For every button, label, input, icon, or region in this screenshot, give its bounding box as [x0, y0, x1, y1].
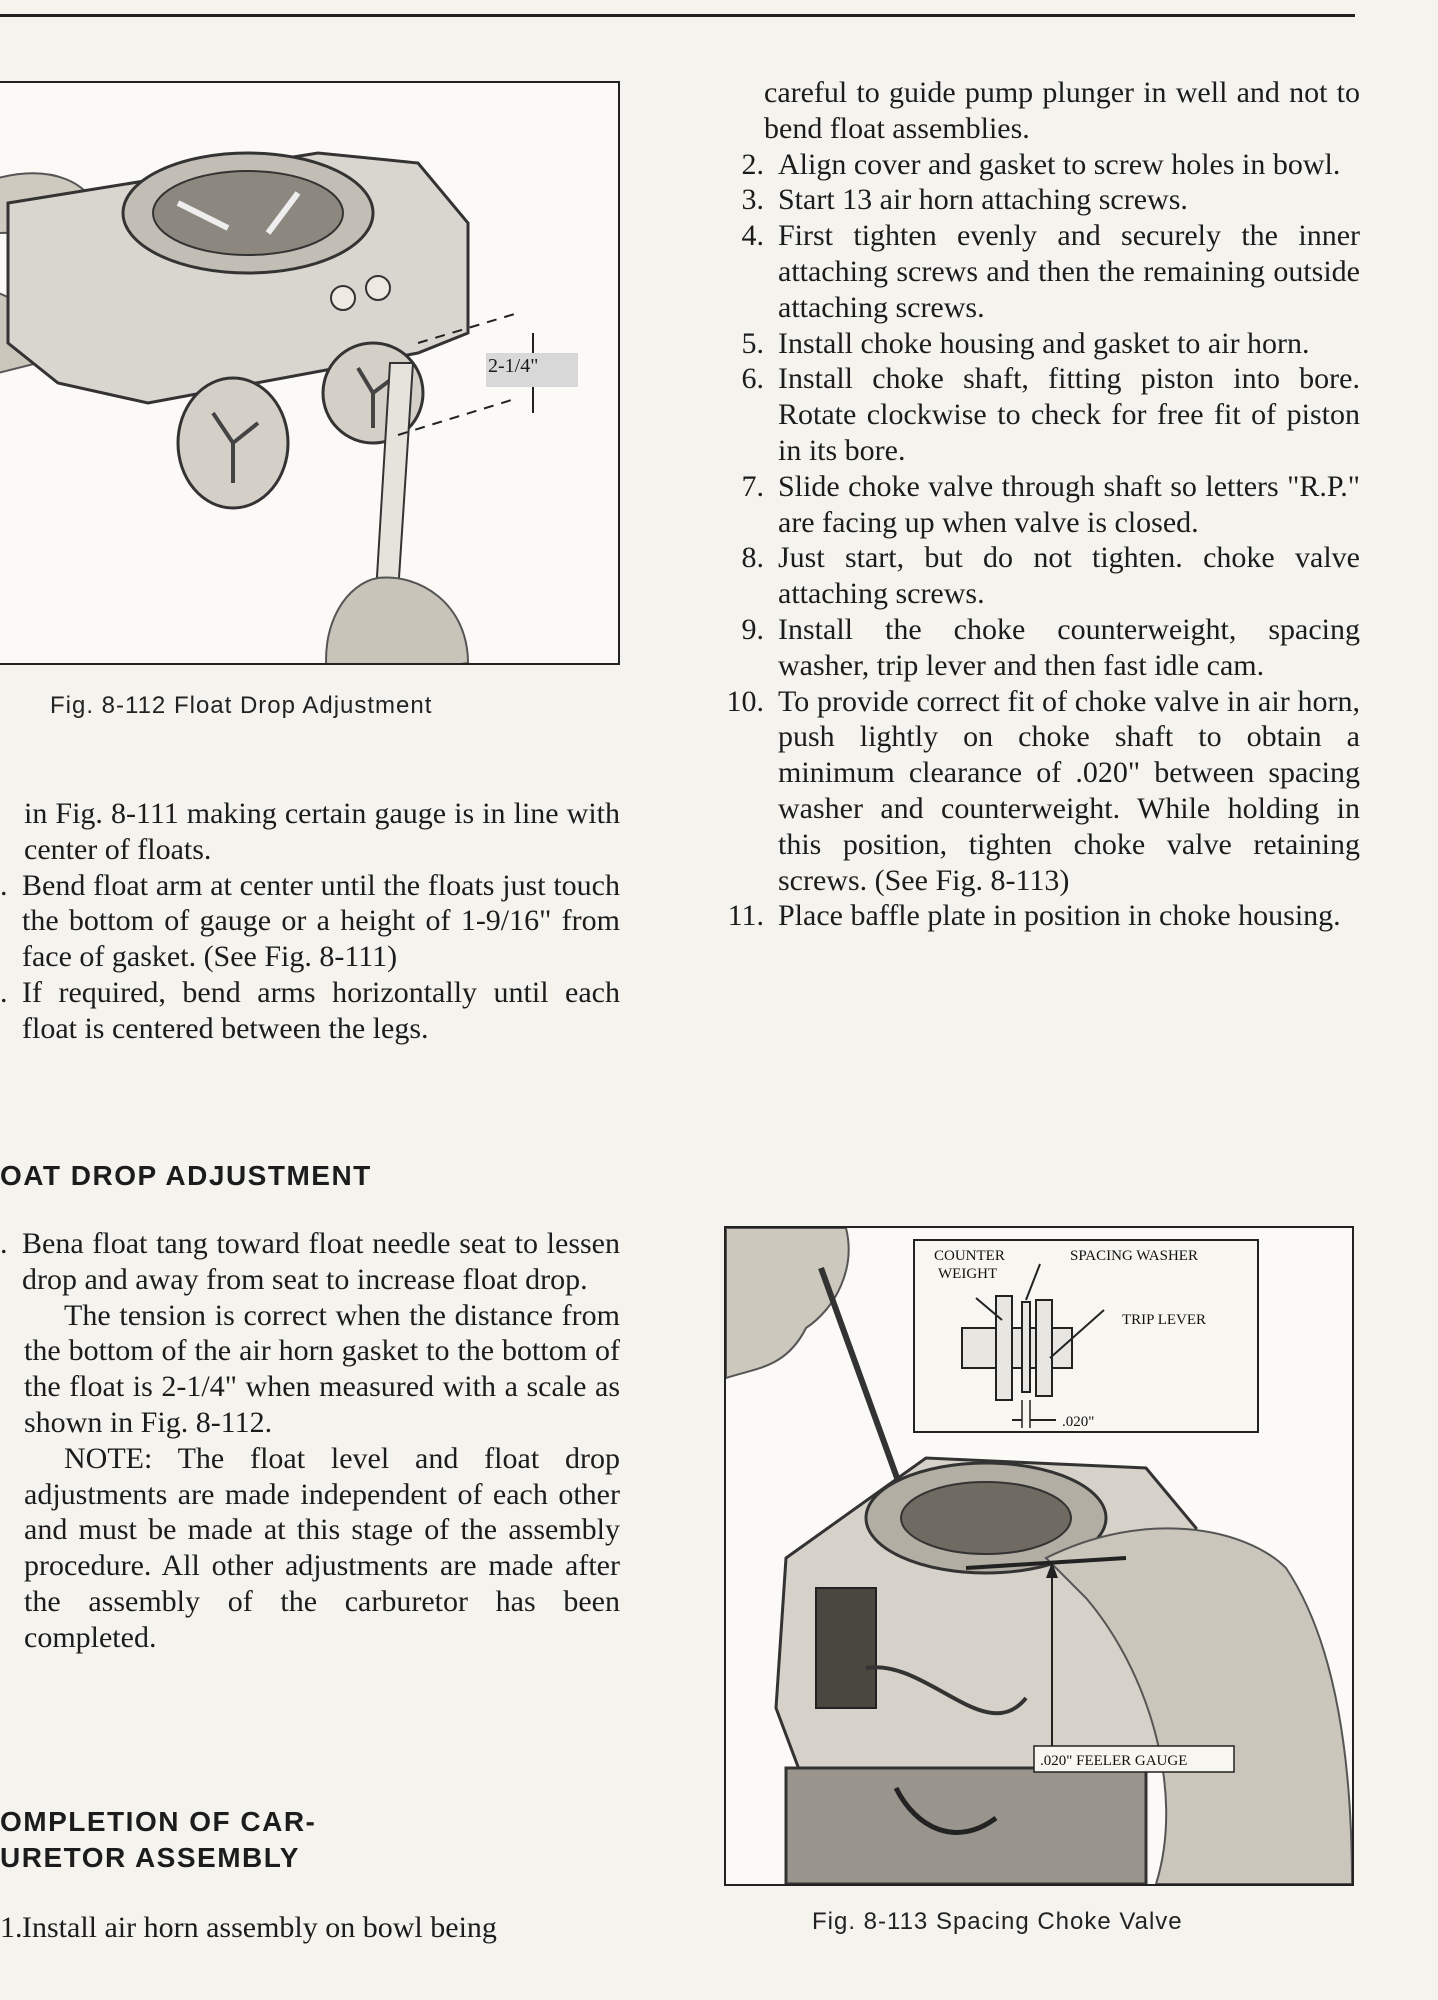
left-column-middle	[0, 1226, 620, 1656]
assembly-step	[700, 182, 1360, 218]
step-text: Slide choke valve through shaft so letters "R.P." are facing up when valve is closed.	[778, 469, 1360, 539]
heading-line-2: URETOR ASSEMBLY	[0, 1842, 300, 1873]
note-paragraph: NOTE: The float level and float drop adjustments are made independent of each other and must be made at this stage of the assembly procedure. All other adjustments are made after the assembly of the carburetor has been completed.	[24, 1441, 620, 1654]
continuation-paragraph: careful to guide pump plunger in well and not to bend float assemblies.	[764, 76, 1360, 145]
list-item-bend-arm	[0, 868, 620, 975]
step-text: Align cover and gasket to screw holes in bowl.	[778, 147, 1341, 181]
tension-paragraph: The tension is correct when the distance from the bottom of the air horn gasket to the bottom of the float is 2-1/4" when measured with a scale as shown in Fig. 8-112.	[24, 1298, 620, 1439]
top-rule	[0, 14, 1355, 17]
label-clearance: .020"	[1062, 1414, 1095, 1430]
left-column-top	[0, 796, 620, 1047]
assembly-step	[700, 684, 1360, 899]
intro-paragraph: in Fig. 8-111 making certain gauge is in line with center of floats.	[24, 797, 620, 866]
assembly-step	[700, 361, 1360, 468]
left-column-bottom	[0, 1910, 620, 1946]
assembly-step	[700, 469, 1360, 541]
heading-line-1: OMPLETION OF CAR-	[0, 1806, 317, 1837]
dimension-label: 2-1/4"	[488, 355, 539, 377]
figure-float-drop	[0, 81, 620, 665]
figure-spacing-choke-valve	[724, 1226, 1354, 1886]
assembly-step	[700, 147, 1360, 183]
assembly-step	[700, 218, 1360, 325]
label-spacing-washer: SPACING WASHER	[1070, 1248, 1198, 1264]
step-text: Install the choke counterweight, spacing washer, trip lever and then fast idle cam.	[778, 612, 1360, 682]
bullet-dot: .	[0, 1227, 8, 1260]
assembly-step	[700, 612, 1360, 684]
list-item-text: If required, bend arms horizontally until each float is centered between the legs.	[22, 975, 620, 1045]
list-item-text: Install air horn assembly on bowl being	[22, 1911, 497, 1944]
label-weight: WEIGHT	[938, 1266, 998, 1282]
assembly-step	[700, 898, 1360, 934]
step-text: Just start, but do not tighten. choke valve attaching screws.	[778, 541, 1360, 611]
step-number: 2.	[741, 147, 764, 181]
bullet-dot: .	[0, 975, 8, 1009]
step-text: Place baffle plate in position in choke housing.	[778, 899, 1341, 933]
list-item-text: Bend float arm at center until the floats just touch the bottom of gauge or a height of 1-9/16" from face of gasket. (See Fig. 8-111)	[22, 868, 620, 974]
right-column-steps	[700, 75, 1360, 934]
list-item-text: Bena float tang toward float needle seat to lessen drop and away from seat to increase float drop.	[22, 1227, 620, 1296]
bullet-dot: .	[0, 868, 8, 902]
step-number: 11.	[727, 899, 764, 933]
step-number: 4.	[741, 219, 764, 253]
step-number: 1.	[0, 1911, 23, 1944]
section-heading-float-drop: OAT DROP ADJUSTMENT	[0, 1160, 372, 1191]
choke-valve-photo-illustration	[726, 1228, 1352, 1884]
figure-caption-8-113: Fig. 8-113 Spacing Choke Valve	[812, 1908, 1183, 1935]
section-heading-completion	[0, 1804, 316, 1876]
step-text: To provide correct fit of choke valve in air horn, push lightly on choke shaft to obtain a minimum clearance of .020" between spacing washer and counterweight. While holding in this position, tighten choke valve retaining screws. (See Fig. 8-113)	[778, 684, 1360, 897]
label-feeler-gauge: .020" FEELER GAUGE	[1040, 1753, 1188, 1769]
step-number: 9.	[741, 612, 764, 646]
step-number: 3.	[741, 183, 764, 217]
step-number: 5.	[741, 326, 764, 360]
figure-caption-8-112: Fig. 8-112 Float Drop Adjustment	[50, 692, 433, 719]
list-item-bend-tang	[0, 1226, 620, 1298]
step-number: 6.	[741, 362, 764, 396]
label-trip-lever: TRIP LEVER	[1122, 1312, 1207, 1328]
step-number: 7.	[741, 469, 764, 503]
assembly-step	[700, 326, 1360, 362]
step-text: First tighten evenly and securely the inner attaching screws and then the remaining outside attaching screws.	[778, 219, 1360, 324]
step-text: Start 13 air horn attaching screws.	[778, 183, 1188, 217]
assembly-step	[700, 540, 1360, 612]
step-number: 8.	[741, 541, 764, 575]
label-counter: COUNTER	[934, 1248, 1005, 1264]
list-item-bend-horizontal	[0, 975, 620, 1047]
step-number: 10.	[726, 684, 764, 718]
assembly-steps-list	[700, 147, 1360, 935]
step-text: Install choke housing and gasket to air horn.	[778, 326, 1310, 360]
list-item-install-air-horn	[0, 1910, 620, 1946]
step-text: Install choke shaft, fitting piston into bore. Rotate clockwise to check for free fit of piston in its bore.	[778, 362, 1360, 467]
